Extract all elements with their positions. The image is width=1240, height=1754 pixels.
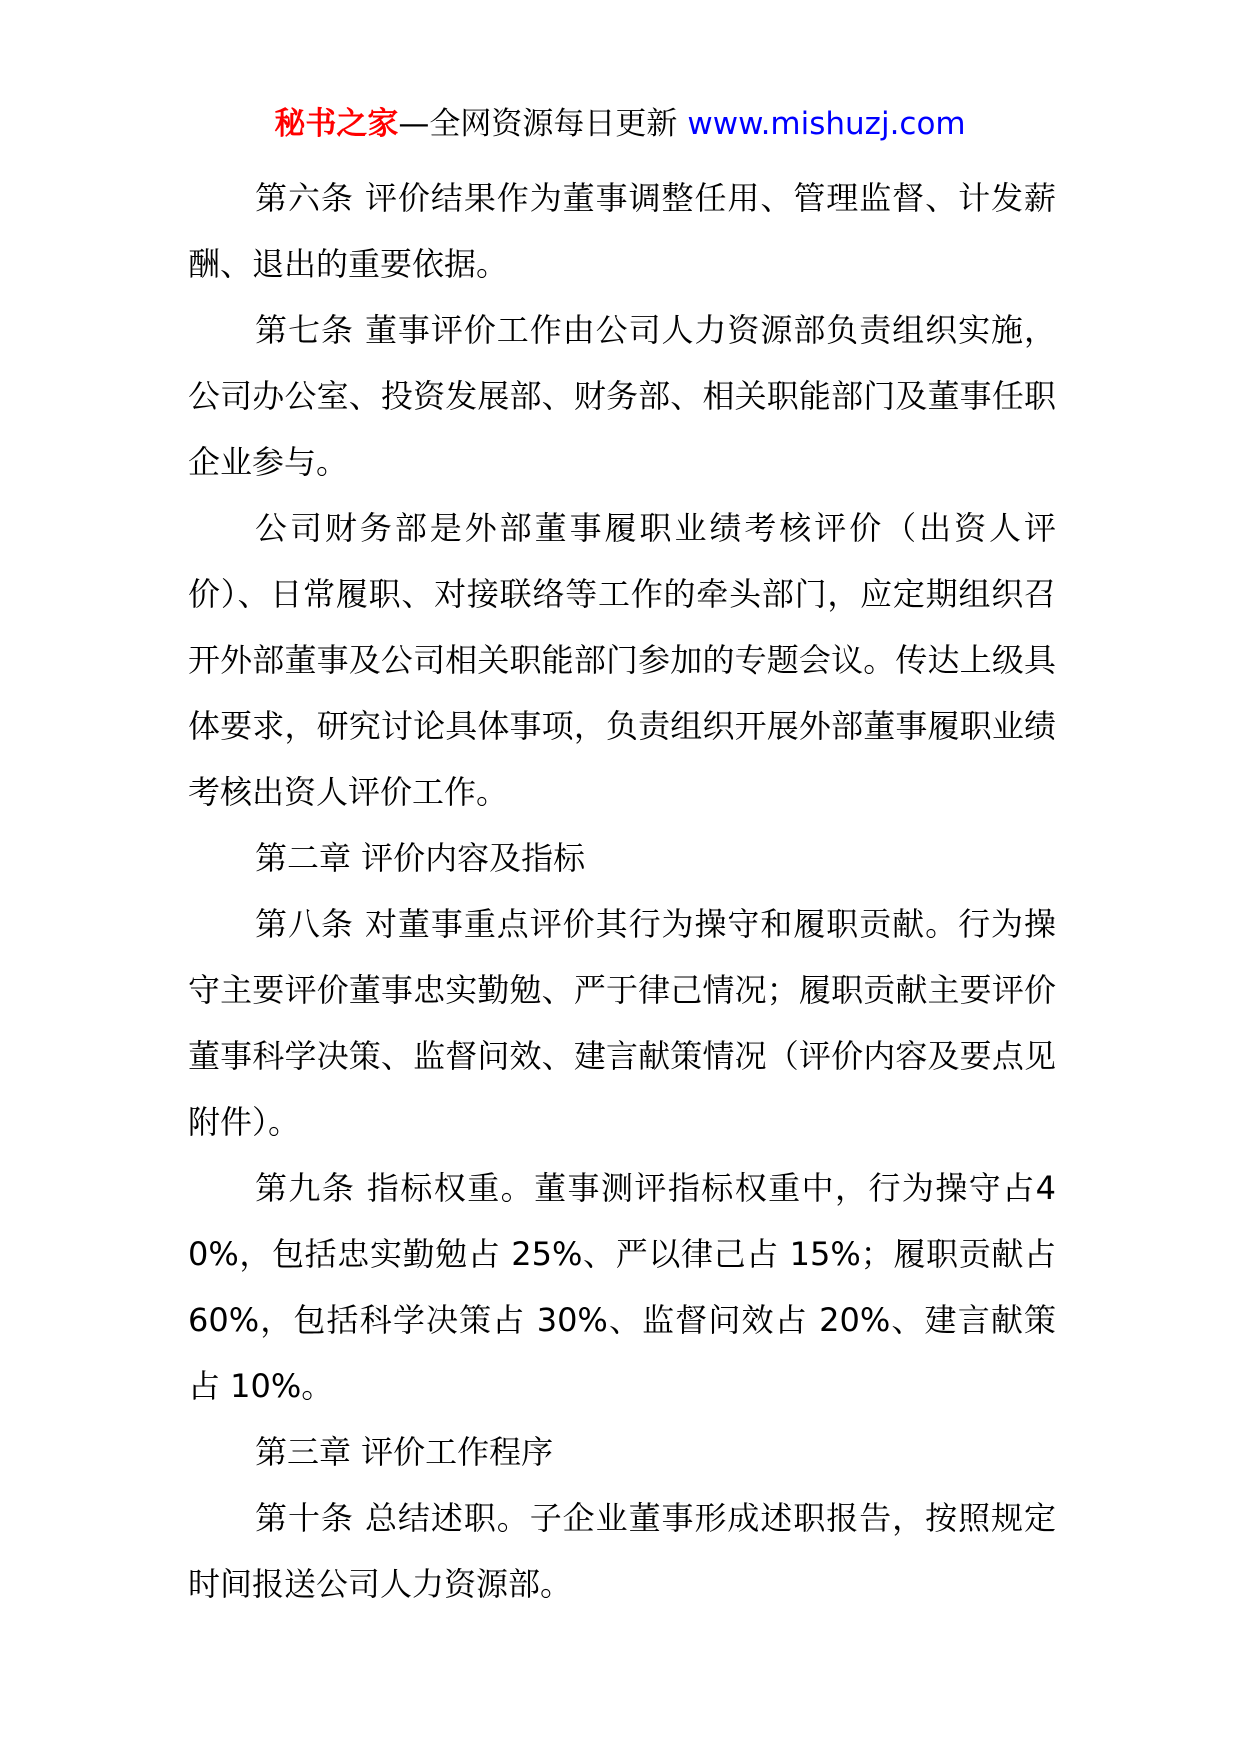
page-header [0, 102, 1240, 146]
article-6-paragraph: 第六条 评价结果作为董事调整任用、管理监督、计发薪酬、退出的重要依据。 [188, 179, 1056, 283]
article-8-paragraph: 第八条 对董事重点评价其行为操守和履职贡献。行为操守主要评价董事忠实勤勉、严于律己情况；履职贡献主要评价董事科学决策、监督问效、建言献策情况（评价内容及要点见附件）。 [188, 905, 1056, 1141]
header-tagline: —全网资源每日更新 [398, 106, 678, 142]
chapter-2-heading: 第二章 评价内容及指标 [255, 839, 586, 877]
finance-dept-paragraph: 公司财务部是外部董事履职业绩考核评价（出资人评价）、日常履职、对接联络等工作的牵头部门，应定期组织召开外部董事及公司相关职能部门参加的专题会议。传达上级具体要求，研究讨论具体事项，负责组织开展外部董事履职业绩考核出资人评价工作。 [188, 509, 1056, 811]
article-9-paragraph: 第九条 指标权重。董事测评指标权重中，行为操守占40%，包括忠实勤勉占 25%、严以律己占 15%；履职贡献占 60%，包括科学决策占 30%、监督问效占 20%、建言献策占 10%。 [188, 1169, 1056, 1405]
article-7-paragraph: 第七条 董事评价工作由公司人力资源部负责组织实施，公司办公室、投资发展部、财务部、相关职能部门及董事任职企业参与。 [188, 311, 1056, 481]
header-url-link[interactable]: www.mishuzj.com [687, 106, 966, 142]
article-10-paragraph: 第十条 总结述职。子企业董事形成述职报告，按照规定时间报送公司人力资源部。 [188, 1499, 1056, 1603]
chapter-3-heading: 第三章 评价工作程序 [255, 1433, 554, 1471]
document-body [188, 165, 1056, 1617]
header-brand: 秘书之家 [274, 106, 399, 142]
